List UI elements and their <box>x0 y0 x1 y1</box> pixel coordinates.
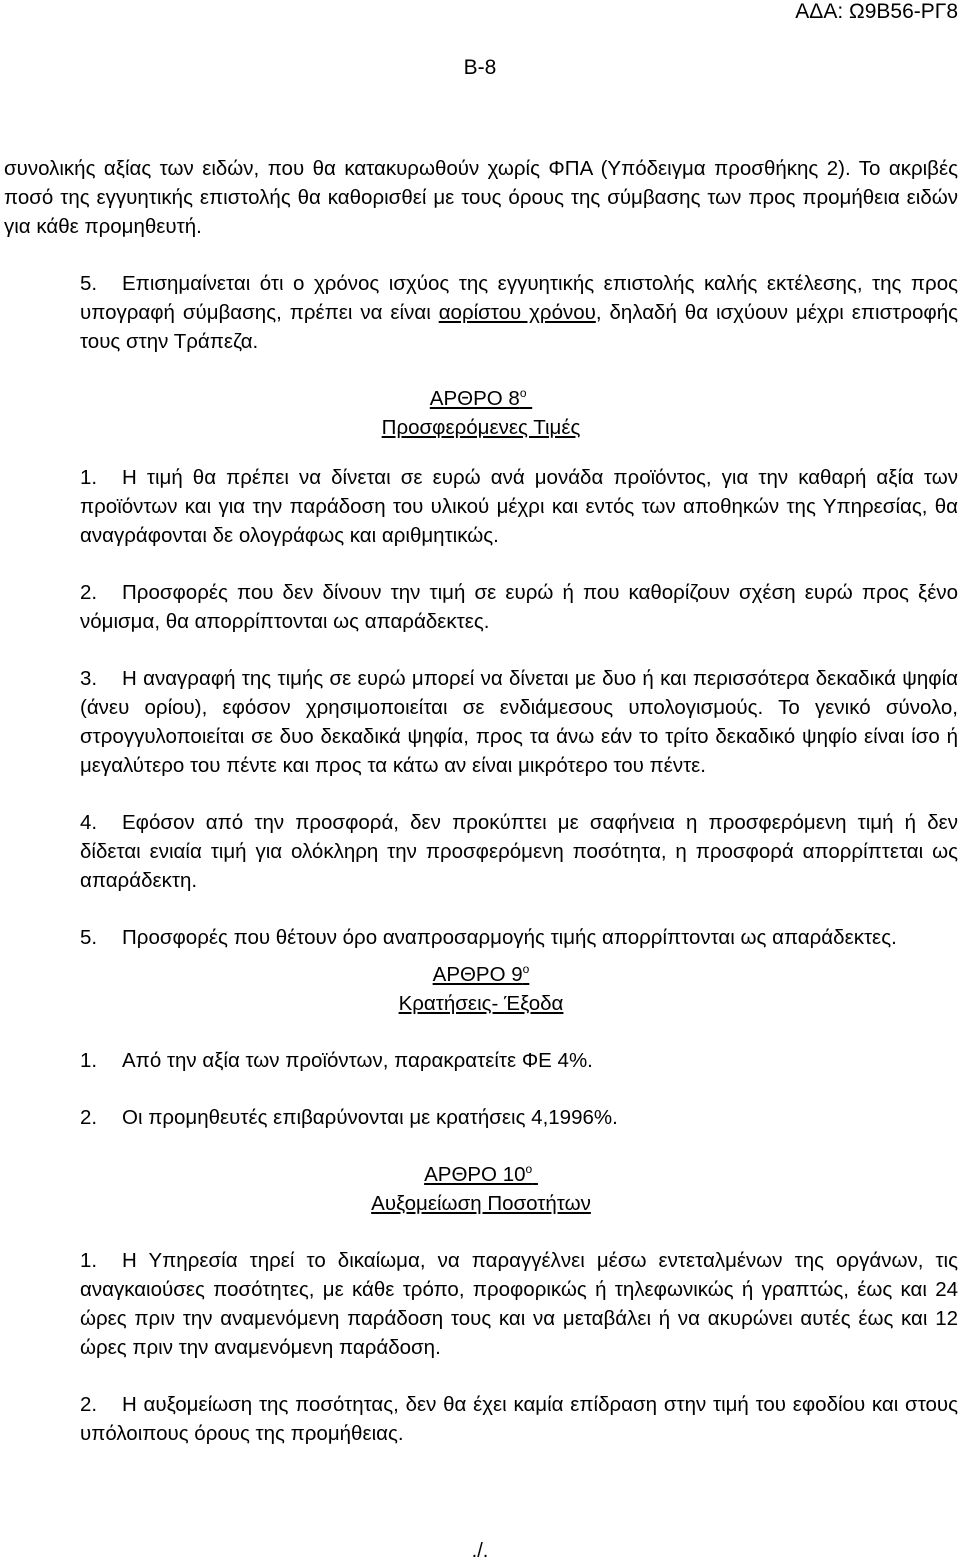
document-body <box>4 154 958 1448</box>
article-8-item-3: 3. Η αναγραφή της τιμής σε ευρώ μπορεί να δίνεται με δυο ή και περισσότερα δεκαδικά ψηφία (άνευ ορίου), εφόσον χρησιμοποιείται σε ενδιάμεσους υπολογισμούς. Το γενικό σύνολο, στρογγυλοποιείται σε δυο δεκαδικά ψηφία, προς τα άνω εάν το τρίτο δεκαδικό ψηφίο είναι ίσο ή μεγαλύτερο του πέντε και προς τα κάτω αν είναι μικρότερο του πέντε. <box>80 667 958 777</box>
item-text: , δηλαδή θα ισχύουν μέχρι επιστροφής τους στην Τράπεζα. <box>80 301 958 353</box>
article-8-item-2: 2. Προσφορές που δεν δίνουν την τιμή σε ευρώ ή που καθορίζουν σχέση ευρώ προς ξένο νόμισμα, θα απορρίπτονται ως απαράδεκτες. <box>80 581 958 633</box>
ada-code: ΑΔΑ: Ω9Β56-ΡΓ8 <box>795 0 958 23</box>
article-8-item-1: 1. Η τιμή θα πρέπει να δίνεται σε ευρώ ανά μονάδα προϊόντος, για την καθαρή αξία των προϊόντων και για την παράδοση του υλικού μέχρι και εντός των αποθηκών της Υπηρεσίας, θα αναγράφονται δε ολογράφως και αριθμητικώς. <box>80 466 958 547</box>
article-8-heading: ΑΡΘΡΟ $8^o$ <box>429 386 527 410</box>
item-5-paragraph <box>4 269 958 356</box>
article-10-heading: ΑΡΘΡΟ $10^o$ <box>424 1162 533 1186</box>
article-9-subtitle: Κρατήσεις- Έξοδα <box>398 992 564 1015</box>
continuation-paragraph: συνολικής αξίας των ειδών, που θα κατακυρωθούν χωρίς ΦΠΑ (Υπόδειγμα προσθήκης 2). Το ακριβές ποσό της εγγυητικής επιστολής θα καθορισθεί με τους όρους της σύμβασης των προς προμήθεια ειδών για κάθε προμηθευτή. <box>4 157 958 238</box>
underlined-text: αορίστου χρόνου <box>438 301 596 324</box>
article-8-item-4: 4. Εφόσον από την προσφορά, δεν προκύπτει με σαφήνεια η προσφερόμενη τιμή ή δεν δίδεται ενιαία τιμή για ολόκληρη την προσφερόμενη ποσότητα, η προσφορά απορρίπτεται ως απαράδεκτη. <box>80 811 958 892</box>
article-10-item-1: 1. Η Υπηρεσία τηρεί το δικαίωμα, να παραγγέλνει μέσω εντεταλμένων της οργάνων, τις αναγκαιούσες ποσότητες, με κάθε τρόπο, προφορικώς ή τηλεφωνικώς ή γραπτώς, έως και 24 ώρες πριν την αναμενόμενη παράδοση τους και να μεταβάλει ή να ακυρώνει αυτές έως και 12 ώρες πριν την αναμενόμενη παράδοση. <box>80 1249 958 1359</box>
article-10-subtitle: Αυξομείωση Ποσοτήτων <box>371 1192 591 1215</box>
item-number: 5. <box>80 272 98 295</box>
article-8-subtitle: Προσφερόμενες Τιμές <box>381 416 581 439</box>
article-10-item-2: 2. Η αυξομείωση της ποσότητας, δεν θα έχει καμία επίδραση στην τιμή του εφοδίου και στους υπόλοιπους όρους της προμήθειας. <box>80 1393 958 1445</box>
article-8-item-5: 5. Προσφορές που θέτουν όρο αναπροσαρμογής τιμής απορρίπτονται ως απαράδεκτες. <box>80 926 897 949</box>
article-9-item-1: 1. Από την αξία των προϊόντων, παρακρατείτε ΦΕ 4%. <box>80 1049 593 1072</box>
item-text: Επισημαίνεται ότι ο χρόνος ισχύος της εγγυητικής επιστολής καλής εκτέλεσης, της προς υπογραφή σύμβασης, πρέπει να είναι <box>80 272 958 324</box>
article-9-heading: ΑΡΘΡΟ $9^o$ <box>432 962 530 986</box>
page-number: Β-8 <box>463 56 497 79</box>
continuation-mark: ./. <box>471 1540 489 1562</box>
article-9-item-2: 2. Οι προμηθευτές επιβαρύνονται με κρατήσεις 4,1996%. <box>80 1106 618 1129</box>
